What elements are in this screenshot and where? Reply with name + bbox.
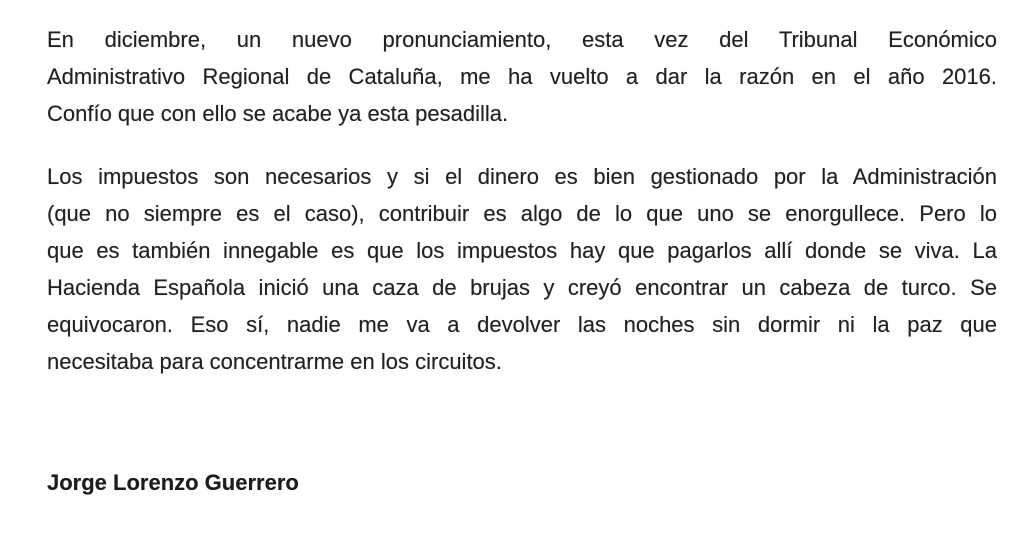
paragraph-tribunal-ruling [47,21,997,132]
text-line: En diciembre, un nuevo pronunciamiento, esta vez del Tribunal Económico [47,27,997,52]
text-line: Confío que con ello se acabe ya esta pesadilla. [47,101,509,126]
text-line: necesitaba para concentrarme en los circuitos. [47,349,502,374]
text-line: Los impuestos son necesarios y si el dinero es bien gestionado por la Administración [47,164,997,189]
text-line: (que no siempre es el caso), contribuir es algo de lo que uno se enorgullece. Pero lo [47,201,997,226]
text-line: Hacienda Española inició una caza de brujas y creyó encontrar un cabeza de turco. Se [47,275,997,300]
text-line: equivocaron. Eso sí, nadie me va a devolver las noches sin dormir ni la paz que [47,312,997,337]
text-line: que es también innegable es que los impuestos hay que pagarlos allí donde se viva. La [47,238,997,263]
paragraph-taxes-opinion [47,158,997,380]
signature-name: Jorge Lorenzo Guerrero [47,470,299,495]
text-line: Administrativo Regional de Cataluña, me ha vuelto a dar la razón en el año 2016. [47,64,997,89]
